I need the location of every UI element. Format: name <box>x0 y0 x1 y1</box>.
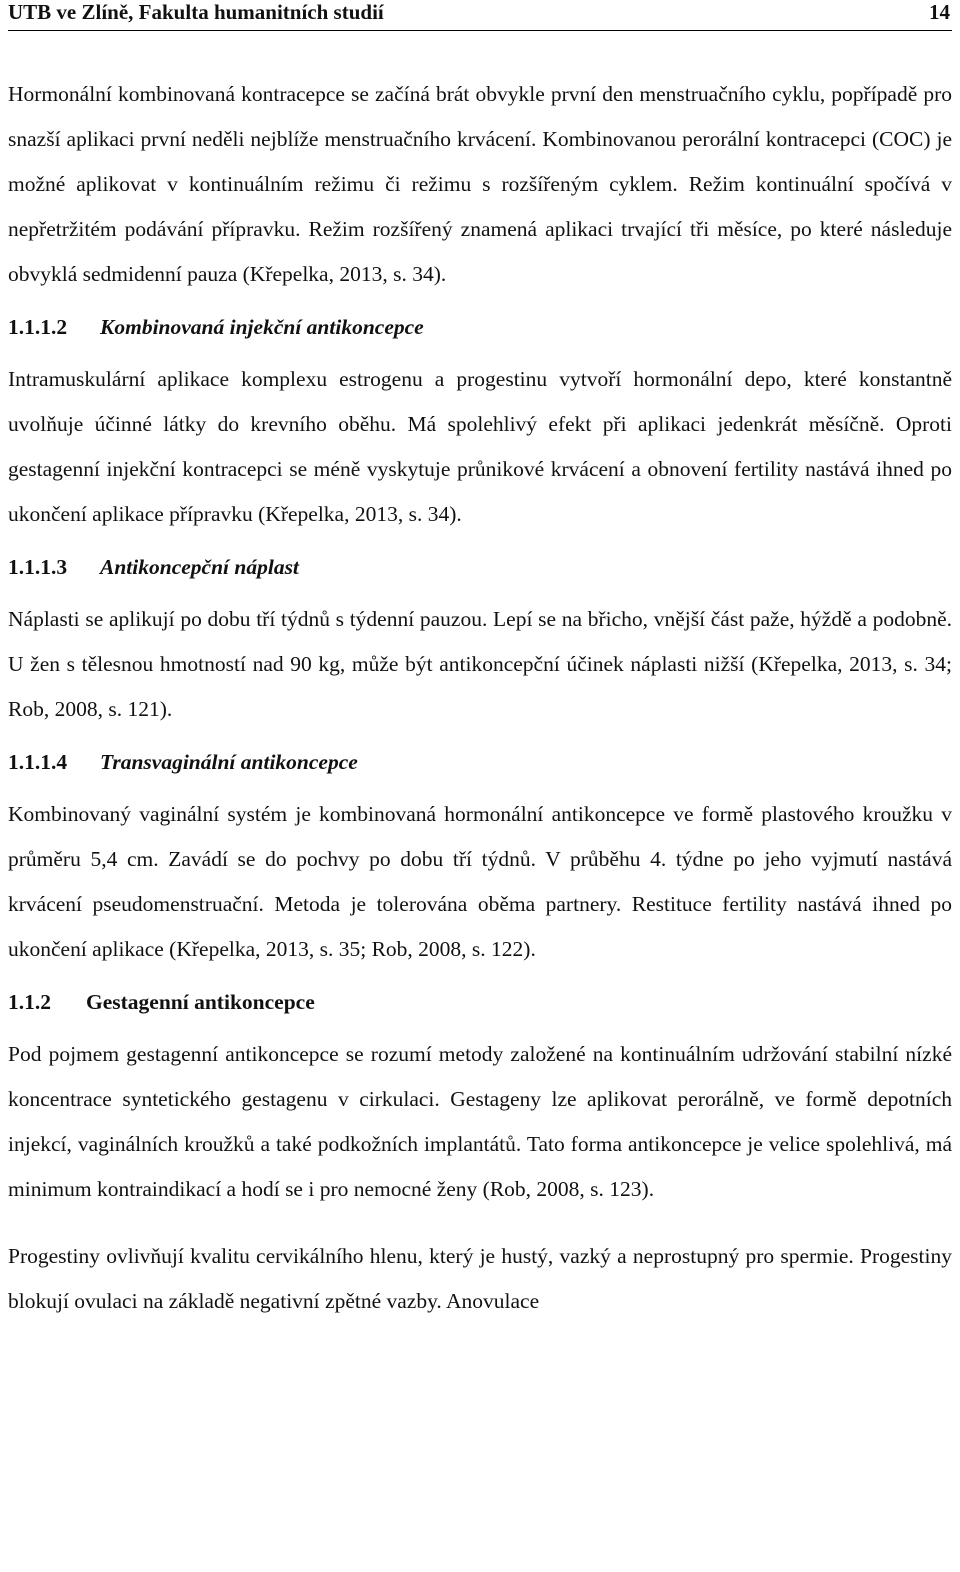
paragraph: Progestiny ovlivňují kvalitu cervikálního hlenu, který je hustý, vazký a neprostupný pro spermie. Progestiny blokují ovulaci na základě negativní zpětné vazby. Anovulace <box>8 1244 952 1313</box>
subsection-heading <box>8 984 952 1020</box>
header-title: UTB ve Zlíně, Fakulta humanitních studií <box>8 0 384 24</box>
section-heading <box>8 549 952 585</box>
section-title: Transvaginální antikoncepce <box>100 750 358 774</box>
body-content <box>8 72 952 1324</box>
page-number: 14 <box>929 0 950 24</box>
section-number: 1.1.1.2 <box>8 315 68 339</box>
section-number: 1.1.1.4 <box>8 750 68 774</box>
section-heading <box>8 309 952 345</box>
paragraph: Náplasti se aplikují po dobu tří týdnů s týdenní pauzou. Lepí se na břicho, vnější část paže, hýždě a podobně. U žen s tělesnou hmotností nad 90 kg, může být antikoncepční účinek náplasti nižší (Křepelka, 2013, s. 34; Rob, 2008, s. 121). <box>8 607 952 721</box>
paragraph: Intramuskulární aplikace komplexu estrogenu a progestinu vytvoří hormonální depo, které konstantně uvolňuje účinné látky do krevního oběhu. Má spolehlivý efekt při aplikaci jedenkrát měsíčně. Oproti gestagenní injekční kontracepci se méně vyskytuje průnikové krvácení a obnovení fertility nastává ihned po ukončení aplikace přípravku (Křepelka, 2013, s. 34). <box>8 367 952 526</box>
section-heading <box>8 744 952 780</box>
section-number: 1.1.2 <box>8 990 51 1014</box>
section-number: 1.1.1.3 <box>8 555 68 579</box>
paragraph: Hormonální kombinovaná kontracepce se začíná brát obvykle první den menstruačního cyklu, popřípadě pro snazší aplikaci první neděli nejblíže menstruačního krvácení. Kombinovanou perorální kontracepci (COC) je možné aplikovat v kontinuálním režimu či režimu s rozšířeným cyklem. Režim kontinuální spočívá v nepřetržitém podávání přípravku. Režim rozšířený znamená aplikaci trvající tři měsíce, po které následuje obvyklá sedmidenní pauza (Křepelka, 2013, s. 34). <box>8 82 952 286</box>
section-title: Gestagenní antikoncepce <box>86 990 315 1014</box>
paragraph: Kombinovaný vaginální systém je kombinovaná hormonální antikoncepce ve formě plastového kroužku v průměru 5,4 cm. Zavádí se do pochvy po dobu tří týdnů. V průběhu 4. týdne po jeho vyjmutí nastává krvácení pseudomenstruační. Metoda je tolerována oběma partnery. Restituce fertility nastává ihned po ukončení aplikace (Křepelka, 2013, s. 35; Rob, 2008, s. 122). <box>8 802 952 961</box>
paragraph: Pod pojmem gestagenní antikoncepce se rozumí metody založené na kontinuálním udržování stabilní nízké koncentrace syntetického gestagenu v cirkulaci. Gestageny lze aplikovat perorálně, ve formě depotních injekcí, vaginálních kroužků a také podkožních implantátů. Tato forma antikoncepce je velice spolehlivá, má minimum kontraindikací a hodí se i pro nemocné ženy (Rob, 2008, s. 123). <box>8 1042 952 1201</box>
running-header <box>8 0 952 31</box>
section-title: Kombinovaná injekční antikoncepce <box>100 315 424 339</box>
section-title: Antikoncepční náplast <box>100 555 299 579</box>
